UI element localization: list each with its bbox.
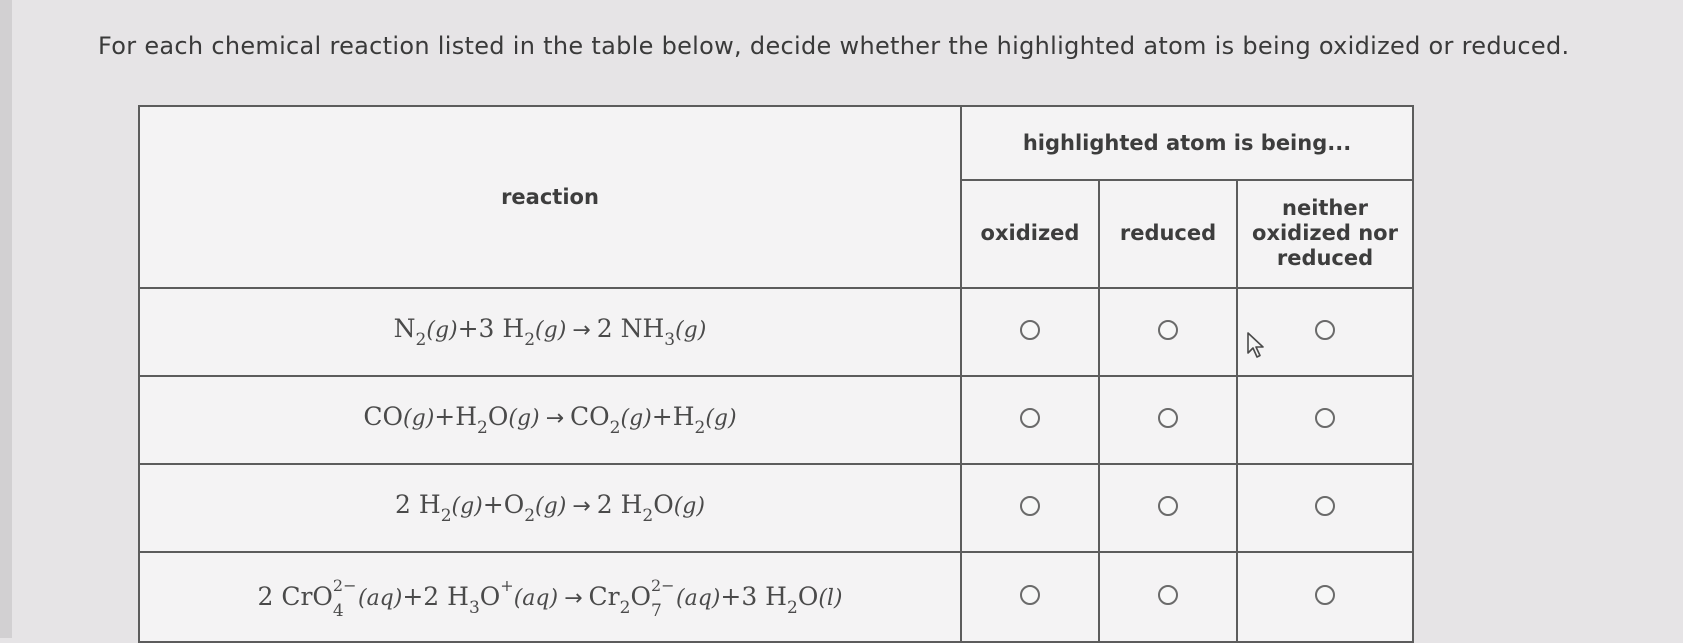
- column-header-reduced: reduced: [1099, 180, 1237, 288]
- radio-button-icon[interactable]: [1315, 408, 1335, 428]
- column-header-oxidized: oxidized: [961, 180, 1099, 288]
- highlighted-atom-header: highlighted atom is being...: [961, 106, 1413, 180]
- radio-button-icon[interactable]: [1315, 320, 1335, 340]
- instruction-text: For each chemical reaction listed in the table below, decide whether the highlighted atom is being oxidized or reduced.: [98, 32, 1570, 60]
- mouse-pointer-icon: [1246, 331, 1268, 359]
- radio-button-icon[interactable]: [1020, 585, 1040, 605]
- radio-button-icon[interactable]: [1158, 585, 1178, 605]
- radio-button-icon[interactable]: [1020, 496, 1040, 516]
- radio-button-icon[interactable]: [1158, 496, 1178, 516]
- radio-button-icon[interactable]: [1315, 496, 1335, 516]
- reaction-table: [138, 105, 1414, 643]
- table-row: [139, 464, 1413, 552]
- option-oxidized[interactable]: [961, 376, 1099, 464]
- left-edge: [0, 0, 12, 638]
- reaction-equation: 2 CrO 2− 4 (aq)+2 $H_3O^+(aq) \to Cr_2O$ 2− 7 (aq)+3 $H_2O(l)$: [139, 552, 961, 642]
- option-neither[interactable]: [1237, 376, 1413, 464]
- option-oxidized[interactable]: [961, 288, 1099, 376]
- radio-button-icon[interactable]: [1158, 320, 1178, 340]
- radio-button-icon[interactable]: [1158, 408, 1178, 428]
- option-reduced[interactable]: [1099, 288, 1237, 376]
- option-oxidized[interactable]: [961, 464, 1099, 552]
- table-row: [139, 552, 1413, 642]
- option-reduced[interactable]: [1099, 464, 1237, 552]
- reaction-equation: $CO(g)+H_2O(g) \to CO_2(g)+H_2(g)$: [139, 376, 961, 464]
- reaction-equation: $N_2(g)+3$ $H_2(g) \to 2$ $NH_3(g)$: [139, 288, 961, 376]
- reaction-equation: 2 $H_2(g)+O_2(g) \to 2$ $H_2O(g)$: [139, 464, 961, 552]
- radio-button-icon[interactable]: [1020, 408, 1040, 428]
- option-reduced[interactable]: [1099, 552, 1237, 642]
- table-row: [139, 376, 1413, 464]
- option-neither[interactable]: [1237, 552, 1413, 642]
- radio-button-icon[interactable]: [1315, 585, 1335, 605]
- radio-button-icon[interactable]: [1020, 320, 1040, 340]
- option-oxidized[interactable]: [961, 552, 1099, 642]
- column-header-neither: neither oxidized nor reduced: [1237, 180, 1413, 288]
- reaction-column-header: reaction: [139, 106, 961, 288]
- option-reduced[interactable]: [1099, 376, 1237, 464]
- table-row: [139, 288, 1413, 376]
- option-neither[interactable]: [1237, 464, 1413, 552]
